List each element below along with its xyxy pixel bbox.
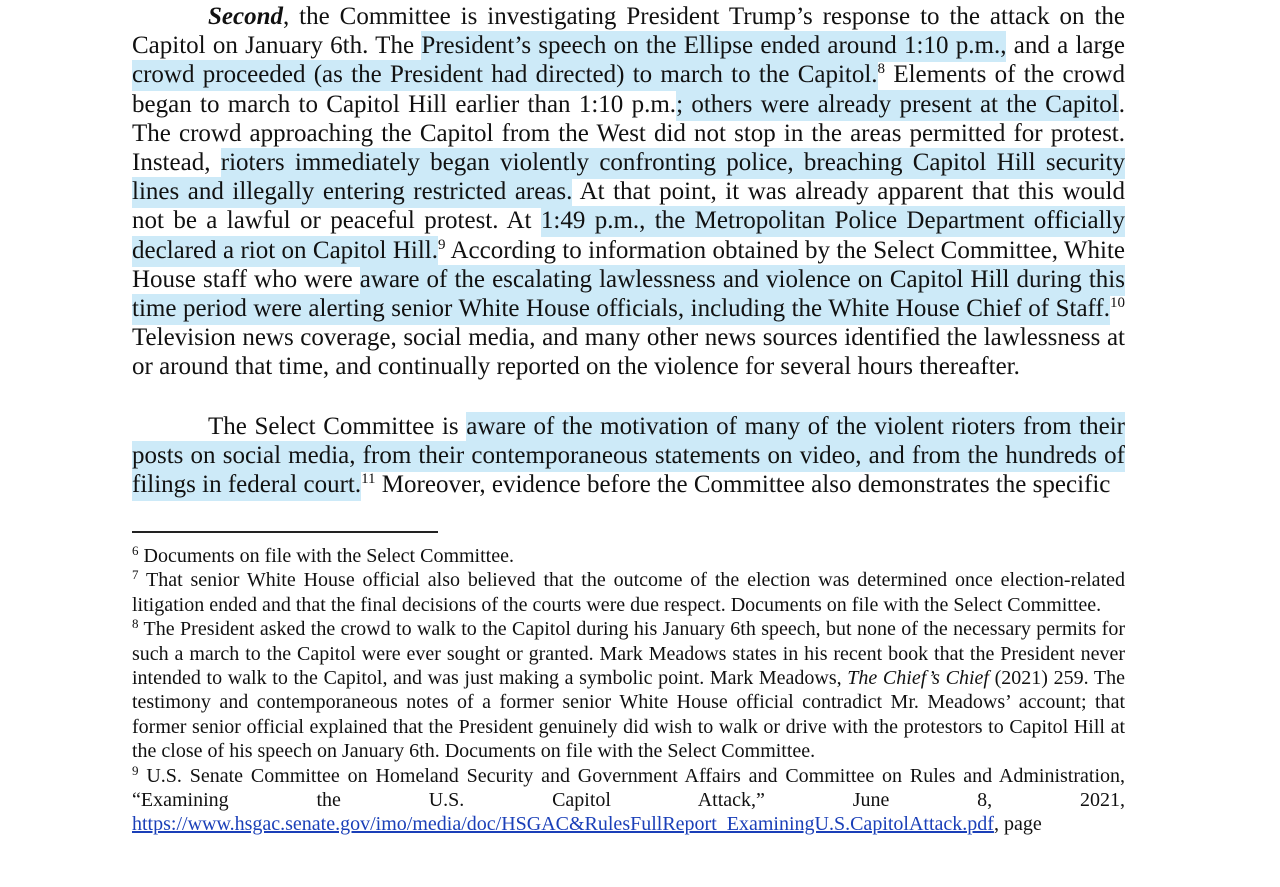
highlighted-text: President’s speech on the Ellipse ended around 1:10 p.m.,: [421, 31, 1006, 62]
footnote-ref-9[interactable]: 9: [438, 236, 446, 253]
footnote-number: 7: [132, 567, 139, 583]
text-run: Television news coverage, social media, and many other news sources identified the lawlessness at or around that time, and continually reported on the violence for several hours thereafter.: [132, 324, 1125, 381]
footnote-7: [132, 568, 1125, 617]
text-run: The Select Committee is: [208, 412, 467, 440]
footnote-number: 6: [132, 543, 139, 558]
highlighted-text: ; others were already present at the Capitol: [676, 90, 1119, 121]
highlighted-text: aware of the motivation of many of the violent rioters from their posts on social media, from their contemporaneous statements on video, and from the hundreds of filings in federal court.: [132, 412, 1125, 501]
footnote-text: That senior White House official also believed that the outcome of the election was determined once election-related litigation ended and that the final decisions of the courts were due respect. Documents on file with the Select Committee.: [132, 569, 1125, 616]
footnote-text: Documents on file with the Select Committee.: [143, 545, 514, 567]
text-run: Moreover, evidence before the Committee also demonstrates the specific: [375, 471, 1111, 499]
text-run: According to information obtained by the Select Committee, White House staff who were: [132, 236, 1125, 293]
footnotes-section: [132, 544, 1125, 837]
body-paragraph-2: [132, 412, 1125, 500]
highlighted-text: rioters immediately began violently confronting police, breaching Capitol Hill security lines and illegally entering restricted areas.: [132, 148, 1125, 208]
highlighted-text: aware of the escalating lawlessness and violence on Capitol Hill during this time period were alerting senior White House officials, including the White House Chief of Staff.: [132, 265, 1125, 325]
footnote-8: [132, 617, 1125, 763]
document-page: [132, 0, 1125, 499]
footnote-number: 8: [132, 616, 139, 632]
footnote-text: U.S. Senate Committee on Homeland Security and Government Affairs and Committee on Rules and Administration, “Examining the U.S. Capitol Attack,” June 8, 2021,: [132, 764, 1125, 812]
text-run: , the Committee is investigating President Trump’s response to the attack on the Capitol on January 6th. The: [132, 3, 1125, 60]
text-run: Elements of the crowd began to march to Capitol Hill earlier than 1:10 p.m.: [132, 61, 1125, 118]
footnote-number: 9: [132, 762, 139, 778]
highlighted-text: crowd proceeded (as the President had directed) to march to the Capitol.: [132, 60, 878, 91]
footnote-ref-11[interactable]: 11: [361, 471, 376, 488]
highlighted-text: 1:49 p.m., the Metropolitan Police Department officially declared a riot on Capitol Hill.: [132, 206, 1125, 266]
footnote-text: , page: [993, 813, 1042, 836]
text-run: . The crowd approaching the Capitol from the West did not stop in the areas permitted for protest. Instead,: [132, 90, 1126, 177]
text-run: and a large: [1006, 32, 1125, 60]
footnote-separator: [132, 531, 438, 533]
lead-word: Second: [208, 3, 283, 30]
book-title: The Chief’s Chief: [847, 667, 989, 690]
footnote-ref-10[interactable]: 10: [1110, 295, 1125, 312]
footnote-9: [132, 764, 1125, 837]
footnote-text: (2021) 259. The testimony and contemporaneous notes of a former senior White House official contradict Mr. Meadows’ account; that former senior official explained that the President genuinely did wish to walk or drive with the protestors to Capitol Hill at the close of his speech on January 6th. Documents on file with the Select Committee.: [132, 667, 1125, 763]
source-link[interactable]: https://www.hsgac.senate.gov/imo/media/doc/HSGAC&RulesFullReport_ExaminingU.S.CapitolAttack.pdf: [132, 813, 994, 836]
body-paragraph-1: [132, 2, 1125, 382]
footnote-ref-8[interactable]: 8: [877, 61, 886, 78]
footnote-6: [132, 544, 1125, 568]
footnote-text: The President asked the crowd to walk to the Capitol during his January 6th speech, but none of the necessary permits for such a march to the Capitol were ever sought or granted. Mark Meadows states in his recent book that the President never intended to walk to the Capitol, and was just making a symbolic point. Mark Meadows,: [132, 618, 1125, 690]
text-run: At that point, it was already apparent that this would not be a lawful or peaceful protest. At: [132, 178, 1126, 235]
